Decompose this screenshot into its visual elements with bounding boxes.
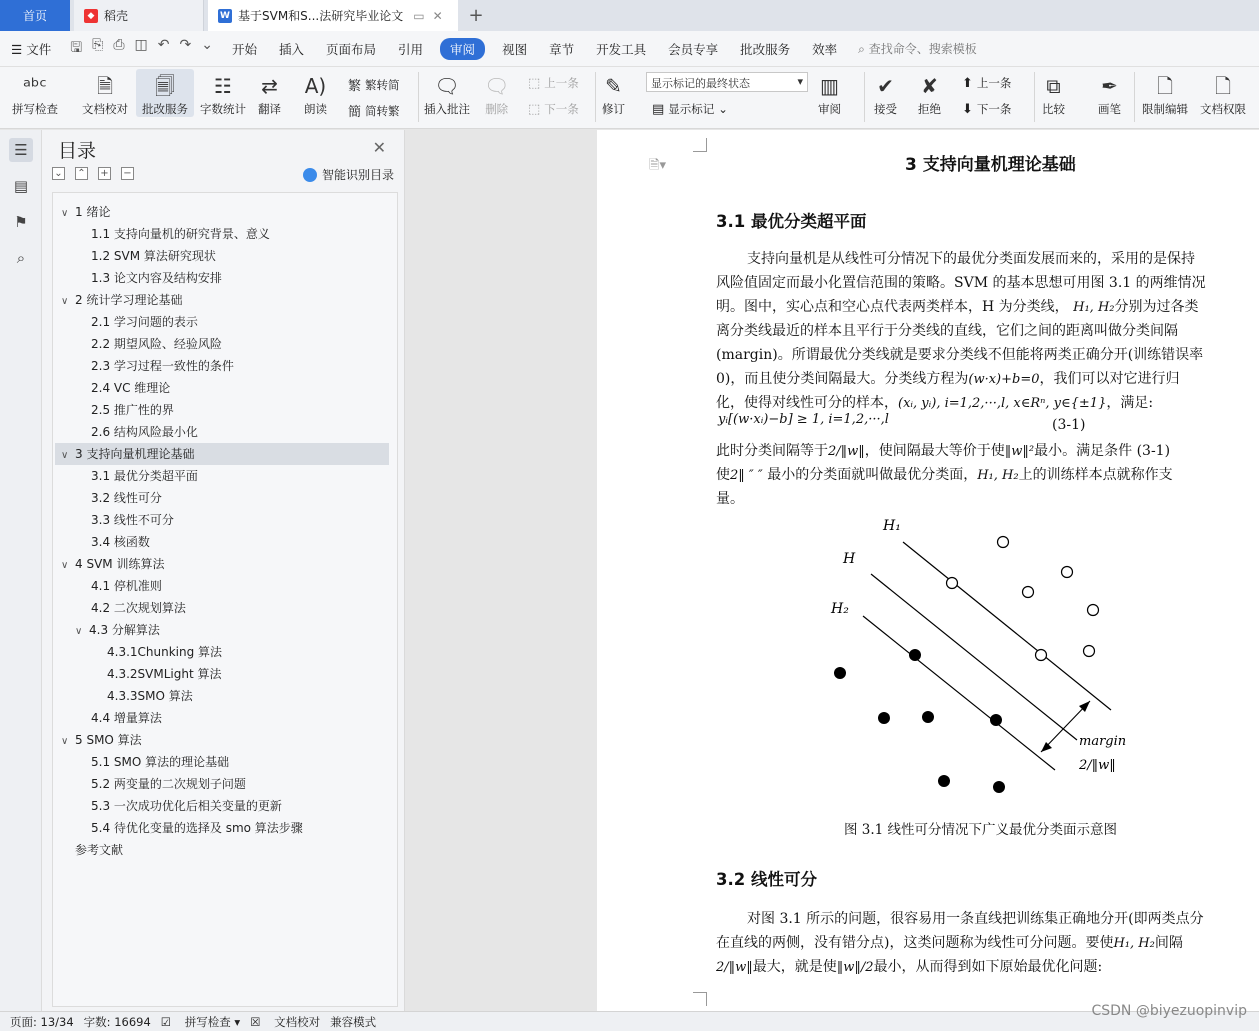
toc-item[interactable] (107, 685, 193, 707)
reject-icon: ✘ (921, 74, 938, 98)
tab-wps-label: 稻壳 (104, 9, 129, 23)
toc-item[interactable] (107, 641, 222, 663)
tab-home[interactable] (0, 0, 70, 31)
spell-check-label: 拼写检查 (12, 102, 58, 116)
prev-change-icon: ⬆ (962, 75, 973, 91)
trad-to-simp-button[interactable] (348, 75, 400, 94)
margin-label: margin (1079, 734, 1127, 749)
review-service-icon: 🗐 (155, 74, 175, 98)
toc-item-label: 4.3.1Chunking 算法 (107, 645, 223, 659)
paragraph-line (716, 296, 1199, 316)
toc-item-label: 2 统计学习理论基础 (75, 293, 183, 307)
next-comment-label: 下一条 (544, 102, 579, 116)
close-tab-icon[interactable]: ✕ (432, 8, 443, 23)
toc-item[interactable] (91, 465, 198, 487)
divider (864, 72, 865, 122)
toc-item-label: 2.4 VC 维理论 (91, 381, 171, 395)
remove-level-icon[interactable]: − (121, 167, 134, 180)
chevron-down-icon[interactable]: ∨ (61, 560, 69, 571)
print-icon[interactable]: ⎙ (113, 36, 125, 53)
new-tab-button[interactable]: + (468, 5, 484, 26)
toc-item-label: 4.4 增量算法 (91, 711, 162, 725)
translate-label: 翻译 (258, 102, 281, 116)
show-markup-button[interactable]: ▤ 显示标记 ⌄ (652, 101, 728, 117)
math-span: 2‖ ″ ″ (730, 468, 763, 483)
review-pane-button[interactable] (818, 71, 841, 117)
toc-item-label: 4 SVM 训练算法 (75, 557, 165, 571)
text-span: 最大，就是使 (752, 959, 837, 975)
math-span: (xᵢ, yᵢ), i=1,2,···,l, x∈Rⁿ, y∈{±1} (898, 396, 1107, 411)
toc-item[interactable] (91, 333, 222, 355)
section-heading-3-1: 3.1 最优分类超平面 (716, 212, 867, 231)
next-change-label: 下一条 (976, 102, 1012, 116)
restrict-edit-label: 限制编辑 (1142, 102, 1188, 116)
paragraph-line: 对图 3.1 所示的问题，很容易用一条直线把训练集正确地分开(即两类点分 (747, 911, 1204, 927)
toc-item[interactable] (91, 355, 234, 377)
quick-access-toolbar (62, 37, 221, 61)
collapse-all-icon[interactable]: ⌃ (75, 167, 88, 180)
accept-icon: ✔ (877, 74, 894, 98)
reject-label: 拒绝 (918, 102, 941, 116)
toc-item-label: 5.1 SMO 算法的理论基础 (91, 755, 230, 769)
text-span: 使 (716, 467, 730, 483)
spell-check-button[interactable] (12, 71, 58, 117)
review-service-label: 批改服务 (142, 102, 188, 116)
undo-icon[interactable]: ↶ (157, 36, 170, 53)
tab-home-label: 首页 (22, 9, 47, 23)
doc-permission-label: 文档权限 (1200, 102, 1246, 116)
toc-item[interactable] (55, 443, 389, 465)
tab-wps[interactable] (74, 0, 204, 31)
smart-toc-icon (303, 168, 317, 182)
text-span: 0)，而且使分类间隔最大。分类线方程为 (716, 371, 969, 387)
menu-item[interactable]: 开始 (231, 41, 257, 57)
permission-icon: 🗋 (1214, 74, 1232, 98)
status-spell-label: 拼写检查 (184, 1014, 231, 1029)
toc-item[interactable] (61, 201, 110, 223)
reject-button[interactable] (918, 71, 941, 117)
toc-item[interactable] (91, 399, 174, 421)
toc-item[interactable] (61, 553, 164, 575)
toc-item[interactable] (91, 575, 162, 597)
search-icon[interactable]: ⌕ (16, 249, 26, 267)
read-aloud-icon: A) (304, 74, 327, 98)
export-icon[interactable]: ⎘ (92, 36, 104, 53)
pen-label: 画笔 (1098, 102, 1121, 116)
delete-comment-button[interactable] (484, 71, 509, 117)
toc-item-label: 4.3.3SMO 算法 (107, 689, 193, 703)
math-span: (w·x)+b=0 (968, 372, 1040, 387)
add-level-icon[interactable]: + (98, 167, 111, 180)
text-span: 间隔 (1154, 935, 1183, 951)
translate-icon: ⇄ (261, 74, 278, 98)
text-span: 最小，从而得到如下原始最优化问题: (873, 959, 1103, 975)
menu-item[interactable]: 插入 (279, 41, 305, 57)
review-pane-icon: ▥ (820, 74, 839, 98)
text-span: ，使间隔最大等价于使 (864, 443, 1005, 459)
math-span: 2/‖w‖ (716, 960, 753, 975)
compare-button[interactable] (1042, 71, 1065, 117)
toc-item-label: 5 SMO 算法 (75, 733, 142, 747)
math-span: H₁, H₂ (1113, 936, 1155, 951)
delete-comment-label: 删除 (485, 102, 509, 116)
arrow-head (1041, 742, 1052, 752)
math-span: H₁, H₂ (1073, 300, 1115, 315)
equation-number: (3-1) (1052, 417, 1086, 433)
toc-item-label: 2.1 学习问题的表示 (91, 315, 198, 329)
prev-comment-button[interactable] (528, 75, 579, 91)
toc-item[interactable] (91, 377, 170, 399)
sidebar-rail (0, 130, 42, 1011)
toc-item[interactable] (61, 289, 182, 311)
paragraph-line (716, 368, 1180, 388)
crop-mark (693, 138, 707, 152)
hollow-points (947, 537, 1099, 661)
lock-icon: 🗋 (1156, 74, 1174, 98)
chapter-heading: 3 支持向量机理论基础 (905, 155, 1076, 175)
paragraph-line (716, 956, 1102, 976)
pen-icon: ✒ (1101, 74, 1118, 98)
menu-item[interactable]: 页面布局 (326, 41, 377, 57)
doc-permission-button[interactable] (1200, 71, 1246, 117)
tab-document-label: 基于SVM和S...法研究毕业论文 (238, 9, 404, 23)
save-icon[interactable]: 🖫 (70, 39, 83, 56)
expand-all-icon[interactable]: ⌄ (52, 167, 65, 180)
toc-item-label: 4.3 分解算法 (89, 623, 160, 637)
toc-item[interactable] (75, 619, 160, 641)
markup-state-value: 显示标记的最终状态 (651, 77, 750, 90)
word-count-label: 字数统计 (200, 102, 246, 116)
paragraph-line (716, 440, 1170, 460)
outline-icon[interactable]: ▤ (13, 177, 29, 195)
menu-item[interactable]: 引用 (398, 41, 424, 57)
word-doc-icon: W (218, 9, 232, 23)
divider (1134, 72, 1135, 122)
simp-label: 简转繁 (365, 103, 400, 118)
review-service-button[interactable] (136, 69, 194, 117)
toc-item-label: 1.2 SVM 算法研究现状 (91, 249, 216, 263)
preview-icon[interactable]: ◫ (134, 36, 148, 53)
toc-item[interactable] (91, 531, 150, 553)
paragraph-line (716, 392, 1153, 412)
proofread-label: 文档校对 (82, 102, 128, 116)
menu-item[interactable]: 批改服务 (740, 41, 791, 57)
more-icon[interactable]: ⌄ (201, 36, 213, 53)
file-menu-label: 文件 (26, 41, 52, 57)
h1-line (903, 542, 1111, 710)
close-icon[interactable]: ✕ (372, 138, 386, 157)
insert-comment-icon: 🗨 (434, 74, 460, 98)
toc-item-label: 2.2 期望风险、经验风险 (91, 337, 222, 351)
track-changes-button[interactable] (602, 71, 625, 117)
math-span: 2/‖w‖ (828, 444, 865, 459)
markup-state-select[interactable] (646, 72, 808, 92)
math-span: ‖w‖/2 (836, 960, 874, 975)
svm-figure (817, 514, 1157, 814)
chevron-down-icon[interactable]: ∨ (61, 208, 69, 219)
toc-item[interactable] (91, 421, 198, 443)
paragraph-line: 量。 (716, 491, 744, 507)
prev-change-button[interactable] (962, 75, 1011, 91)
toc-item[interactable] (91, 509, 174, 531)
menu-item[interactable]: 章节 (549, 41, 575, 57)
toc-item-label: 3 支持向量机理论基础 (75, 447, 195, 461)
h2-line (863, 616, 1055, 770)
delete-comment-icon: 🗨 (484, 74, 510, 98)
show-markup-icon: ▤ (652, 101, 665, 117)
toc-item[interactable] (61, 729, 142, 751)
paragraph-line: 风险值固定而最小化置信范围的策略。SVM 的基本思想可用图 3.1 的两维情况 (716, 275, 1206, 291)
crop-mark (693, 992, 707, 1006)
track-changes-label: 修订 (602, 102, 625, 116)
track-changes-icon: ✎ (605, 74, 622, 98)
paragraph-menu-icon[interactable]: 🗎▾ (649, 158, 666, 173)
paragraph-line (716, 932, 1183, 952)
divider (1034, 72, 1035, 122)
toc-item-label: 4.3.2SVMLight 算法 (107, 667, 222, 681)
word-count-icon: ☷ (214, 74, 232, 98)
menu-item[interactable]: 效率 (812, 41, 838, 57)
next-change-icon: ⬇ (962, 101, 973, 117)
math-span: H₁, H₂ (977, 468, 1019, 483)
compare-label: 比较 (1042, 102, 1065, 116)
status-proofread[interactable]: ☒ 文档校对 (250, 1014, 321, 1029)
menu-item[interactable]: 会员专享 (668, 41, 719, 57)
status-bar (0, 1011, 1259, 1031)
redo-icon[interactable]: ↷ (179, 36, 192, 53)
compat-mode: 兼容模式 (330, 1014, 377, 1029)
smart-toc-button[interactable] (303, 166, 394, 183)
section-heading-3-2: 3.2 线性可分 (716, 870, 817, 889)
equation: yᵢ[(w·xᵢ)−b] ≥ 1, i=1,2,···,l (718, 412, 889, 427)
toc-item-label: 3.1 最优分类超平面 (91, 469, 198, 483)
pen-button[interactable] (1098, 71, 1121, 117)
chevron-down-icon[interactable]: ∨ (61, 450, 69, 461)
text-span: 上的训练样本点就称作支 (1018, 467, 1173, 483)
toc-list (52, 192, 398, 1007)
prev-change-label: 上一条 (976, 76, 1012, 90)
menu-item[interactable]: 视图 (502, 41, 528, 57)
document-page (597, 130, 1259, 1011)
simp-to-trad-button[interactable] (348, 101, 400, 120)
h-label: H (843, 551, 856, 567)
toc-item[interactable] (91, 245, 216, 267)
insert-comment-button[interactable] (424, 71, 470, 117)
command-search[interactable]: ⌕ 查找命令、搜索模板 (858, 42, 977, 56)
menu-item[interactable]: 审阅 (440, 38, 485, 60)
tab-document[interactable] (208, 0, 458, 31)
toc-item[interactable] (107, 663, 221, 685)
toc-item-label: 1.3 论文内容及结构安排 (91, 271, 222, 285)
toc-item-label: 2.5 推广性的界 (91, 403, 174, 417)
solid-points (834, 649, 1005, 793)
compare-icon: ⧉ (1046, 74, 1061, 98)
chevron-down-icon[interactable]: ∨ (75, 626, 83, 637)
toc-item[interactable] (91, 267, 222, 289)
next-comment-button[interactable] (528, 101, 579, 117)
restrict-edit-button[interactable] (1142, 71, 1188, 117)
page-indicator[interactable]: 页面: 13/34 (10, 1014, 74, 1029)
menu-bar (0, 31, 1259, 67)
read-aloud-button[interactable] (304, 71, 327, 117)
toc-item[interactable] (75, 839, 123, 861)
wps-logo-icon: ◆ (84, 9, 98, 23)
bookmark-icon[interactable]: ⚑ (14, 213, 28, 231)
chevron-down-icon: ▾ (797, 75, 803, 88)
command-search-label: 查找命令、搜索模板 (868, 42, 977, 56)
status-proof-label: 文档校对 (274, 1014, 321, 1029)
prev-comment-label: 上一条 (544, 76, 579, 90)
toc-item-label: 4.1 停机准则 (91, 579, 162, 593)
toc-item-label: 3.3 线性不可分 (91, 513, 174, 527)
text-span: 明。图中，实心点和空心点代表两类样本，H 为分类线， (716, 299, 1069, 315)
divider (595, 72, 596, 122)
trad-icon: 繁 (348, 79, 362, 94)
chevron-down-icon[interactable]: ∨ (61, 736, 69, 747)
prev-comment-icon: ⬚ (528, 75, 541, 91)
toc-item[interactable] (91, 223, 270, 245)
text-span: 最小的分类面就叫做最优分类面， (767, 467, 978, 483)
toc-title: 目录 (58, 140, 97, 162)
toc-item-label: 2.3 学习过程一致性的条件 (91, 359, 234, 373)
accept-button[interactable] (874, 71, 897, 117)
menu-item[interactable]: 开发工具 (596, 41, 647, 57)
toc-item[interactable] (91, 795, 282, 817)
divider (418, 72, 419, 122)
text-span: 化，使得对线性可分的样本， (716, 395, 898, 411)
toc-tools (52, 167, 134, 180)
toc-item[interactable] (91, 311, 198, 333)
h2-label: H₂ (831, 601, 849, 617)
text-span: 此时分类间隔等于 (716, 443, 828, 459)
toc-item[interactable] (91, 751, 229, 773)
paragraph-line: 支持向量机是从线性可分情况下的最优分类面发展而来的，采用的是保持 (747, 251, 1195, 267)
paragraph-line: (margin)。所谓最优分类线就是要求分类线不但能将两类正确分开(训练错误率 (716, 347, 1204, 363)
toc-item[interactable] (91, 597, 186, 619)
next-comment-icon: ⬚ (528, 101, 541, 117)
proofread-button[interactable] (82, 71, 128, 117)
toc-item-label: 5.3 一次成功优化后相关变量的更新 (91, 799, 282, 813)
word-count-button[interactable] (200, 71, 246, 117)
next-change-button[interactable] (962, 101, 1011, 117)
h1-label: H₁ (883, 518, 901, 534)
read-aloud-label: 朗读 (304, 102, 327, 116)
chevron-down-icon[interactable]: ∨ (61, 296, 69, 307)
toc-item-label: 5.4 待优化变量的选择及 smo 算法步骤 (91, 821, 303, 835)
text-span: 在直线的两侧，没有错分点)，这类问题称为线性可分问题。要使 (716, 935, 1114, 951)
text-span: 最小。满足条件 (3-1) (1034, 443, 1171, 459)
insert-comment-label: 插入批注 (424, 102, 470, 116)
paragraph-line (716, 464, 1173, 484)
trad-label: 繁转简 (365, 77, 400, 92)
tab-bar (0, 0, 1259, 31)
paragraph-line: 离分类线最近的样本且平行于分类线的直线，它们之间的距离叫做分类间隔 (716, 323, 1178, 339)
text-span: ，我们可以对它进行归 (1039, 371, 1180, 387)
accept-label: 接受 (874, 102, 897, 116)
margin-frac-label: 2/‖w‖ (1079, 758, 1116, 773)
toc-item-label: 2.6 结构风险最小化 (91, 425, 198, 439)
translate-button[interactable] (258, 71, 281, 117)
proofread-icon: 🗎 (96, 74, 114, 98)
file-menu[interactable]: ☰ 文件 (11, 41, 52, 57)
text-span: 分别为过各类 (1114, 299, 1199, 315)
toc-icon[interactable]: ☰ (9, 138, 33, 162)
simp-icon: 簡 (348, 105, 362, 120)
show-markup-label: 显示标记 (668, 102, 715, 116)
toc-item[interactable] (91, 707, 162, 729)
toc-item[interactable] (91, 773, 246, 795)
toc-item-label: 1 绪论 (75, 205, 111, 219)
pin-icon[interactable]: ▭ (413, 8, 425, 23)
review-pane-label: 审阅 (818, 102, 841, 116)
toc-item-label: 3.4 核函数 (91, 535, 150, 549)
math-span: ‖w‖² (1004, 444, 1035, 459)
menu-items (221, 38, 848, 60)
spell-check-icon: ᵃᵇᶜ (23, 74, 47, 98)
word-count-indicator[interactable]: 字数: 16694 (83, 1014, 151, 1029)
ribbon (0, 67, 1259, 129)
toc-item[interactable] (91, 817, 303, 839)
toc-item-label: 1.1 支持向量机的研究背景、意义 (91, 227, 270, 241)
toc-item-label: 参考文献 (75, 843, 124, 857)
smart-toc-label: 智能识别目录 (321, 168, 394, 182)
figure-caption: 图 3.1 线性可分情况下广义最优分类面示意图 (844, 822, 1118, 838)
watermark: CSDN @biyezuopinvip (1091, 1003, 1247, 1019)
document-margin (405, 130, 595, 1011)
toc-item-label: 3.2 线性可分 (91, 491, 162, 505)
toc-item-label: 4.2 二次规划算法 (91, 601, 186, 615)
text-span: ，满足: (1106, 395, 1154, 411)
toc-item[interactable] (91, 487, 162, 509)
status-spell-check[interactable]: ☑ 拼写检查 ▾ (160, 1014, 241, 1029)
toc-panel (42, 130, 405, 1011)
toc-item-label: 5.2 两变量的二次规划子问题 (91, 777, 246, 791)
